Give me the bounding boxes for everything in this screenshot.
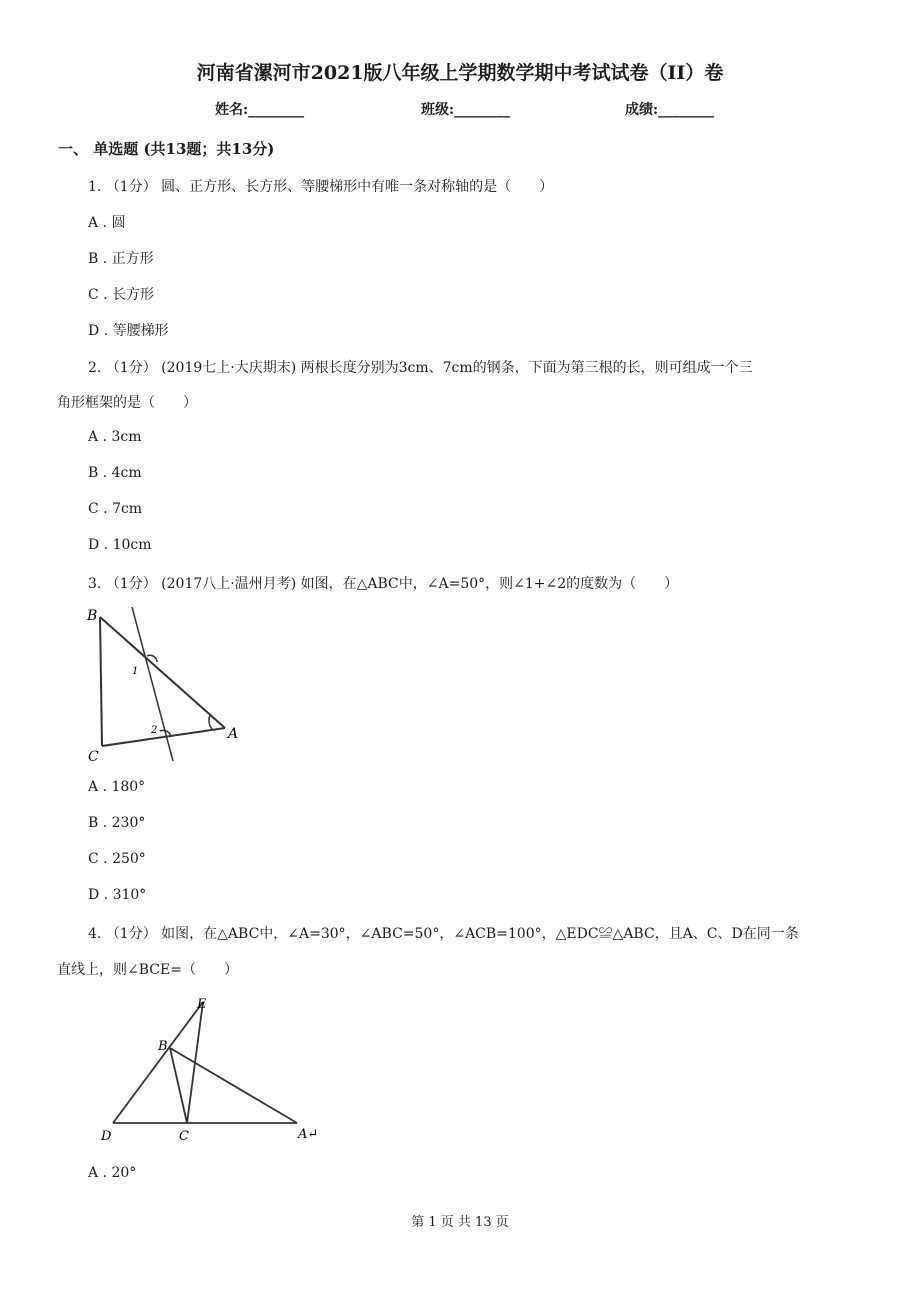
question-3-option-a: A . 180° — [88, 779, 146, 795]
label-e: E — [197, 997, 207, 1012]
question-3-stem: 3. （1分） (2017八上·温州月考) 如图，在△ABC中，∠A=50°，则∠1+∠2的度数为（ ） — [88, 576, 679, 592]
segment-ba — [100, 617, 225, 728]
label-d: D — [101, 1129, 112, 1144]
question-4-stem-line1: 4. （1分） 如图，在△ABC中，∠A=30°，∠ABC=50°，∠ACB=100°，△EDC≌△ABC，且A、C、D在同一条 — [88, 926, 799, 942]
question-2-stem-line1: 2. （1分） (2019七上·大庆期末) 两根长度分别为3cm、7cm的钢条，下面为第三根的长，则可组成一个三 — [88, 360, 753, 376]
question-3-option-c: C . 250° — [88, 851, 146, 867]
question-2-option-b: B . 4cm — [88, 465, 142, 481]
label-angle-1: 1 — [132, 666, 139, 677]
question-3-option-d: D . 310° — [88, 887, 147, 903]
class-field: 班级:________ — [421, 102, 511, 118]
section-heading: 一、 单选题 (共13题；共13分) — [58, 140, 275, 158]
question-1-option-c: C . 长方形 — [88, 287, 155, 303]
segment-bc — [170, 1048, 187, 1123]
label-c: C — [179, 1129, 189, 1144]
name-field: 姓名:________ — [215, 102, 305, 118]
label-b: B — [158, 1039, 168, 1054]
question-1-option-a: A . 圆 — [88, 215, 126, 231]
label-c: C — [88, 749, 99, 765]
question-4-option-a: A . 20° — [88, 1165, 137, 1181]
label-angle-2: 2 — [151, 725, 158, 736]
question-2-stem-line2: 角形框架的是（ ） — [57, 395, 197, 411]
question-4-stem-line2: 直线上，则∠BCE=（ ） — [57, 962, 238, 978]
label-b: B — [87, 608, 98, 624]
question-3-option-b: B . 230° — [88, 815, 146, 831]
question-2-option-d: D . 10cm — [88, 537, 152, 553]
label-a: A — [228, 726, 239, 742]
page-title: 河南省漯河市2021版八年级上学期数学期中考试试卷（II）卷 — [196, 62, 724, 84]
question-3-figure — [80, 600, 250, 770]
label-a: A↵ — [298, 1127, 319, 1142]
question-2-option-c: C . 7cm — [88, 501, 143, 517]
question-1-stem: 1. （1分） 圆、正方形、长方形、等腰梯形中有唯一条对称轴的是（ ） — [88, 179, 554, 195]
score-field: 成绩:________ — [625, 102, 715, 118]
question-2-option-a: A . 3cm — [88, 429, 142, 445]
question-1-option-b: B . 正方形 — [88, 251, 154, 267]
question-1-option-d: D . 等腰梯形 — [88, 323, 169, 339]
page-footer: 第 1 页 共 13 页 — [411, 1215, 509, 1230]
question-4-figure — [95, 990, 330, 1150]
segment-bc — [100, 617, 102, 746]
